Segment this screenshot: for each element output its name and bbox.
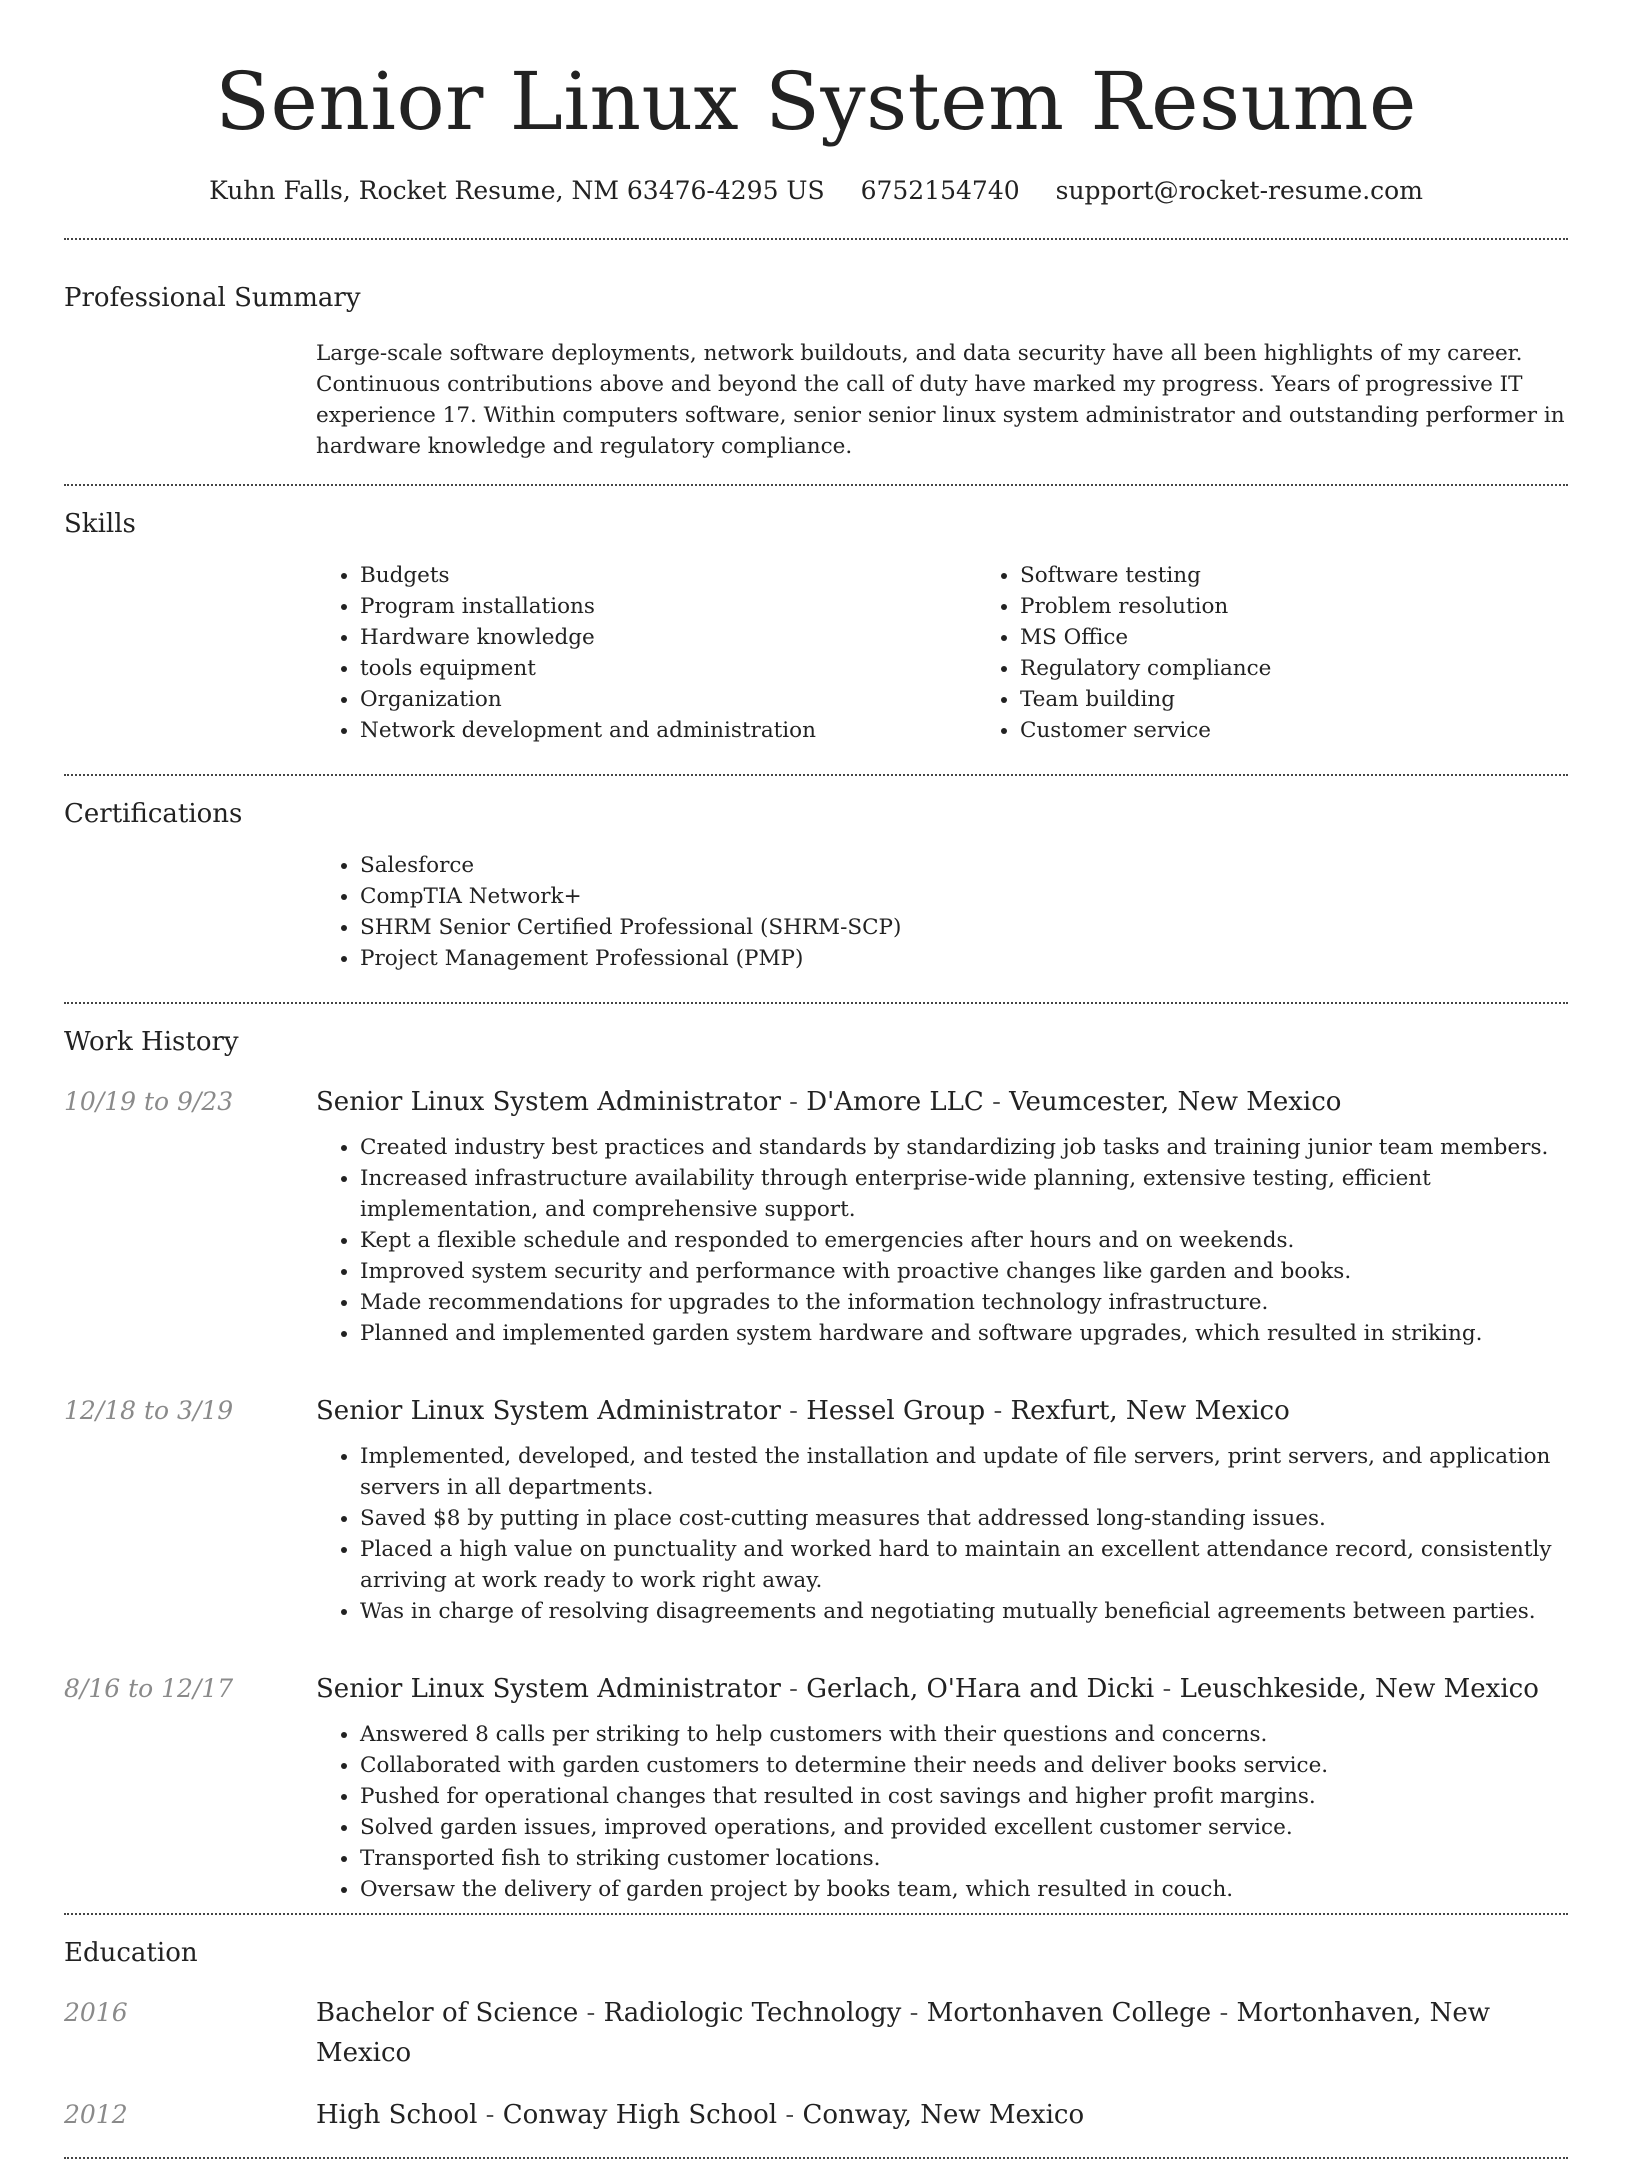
job-entry: [64, 1393, 1568, 1643]
education-year: 2016: [64, 1998, 128, 2027]
job-bullet: • Increased infrastructure availability through enterprise-wide planning, extensive testing, efficient implementation, and comprehensive support.: [360, 1163, 1568, 1225]
certifications-list: [316, 850, 1568, 974]
education-location: Conway, New Mexico: [802, 2100, 1085, 2130]
job-heading: [316, 1393, 1568, 1429]
job-bullet: • Oversaw the delivery of garden project by books team, which resulted in couch.: [360, 1874, 1568, 1905]
job-bullet: • Answered 8 calls per striking to help customers with their questions and concerns.: [360, 1719, 1568, 1750]
skills-list-right: [976, 560, 1271, 746]
separator: -: [985, 1396, 1011, 1426]
job-bullet: • Created industry best practices and standards by standardizing job tasks and training junior team members.: [360, 1132, 1568, 1163]
skill-item: • Hardware knowledge: [360, 622, 976, 653]
resume-title: Senior Linux System Resume: [215, 55, 1417, 148]
skill-item: • Regulatory compliance: [1020, 653, 1271, 684]
job-title: Senior Linux System Administrator: [316, 1674, 781, 1704]
job-bullet: • Pushed for operational changes that resulted in cost savings and higher profit margins.: [360, 1781, 1568, 1812]
separator: -: [780, 1087, 807, 1117]
job-location: Leuschkeside, New Mexico: [1179, 1674, 1539, 1704]
job-bullet: • Improved system security and performance with proactive changes like garden and books.: [360, 1256, 1568, 1287]
skill-item: • Problem resolution: [1020, 591, 1271, 622]
summary-text: Large-scale software deployments, network buildouts, and data security have all been highlights of my career. Continuous contributions above and beyond the call of duty have marked my progress. Years of progressive IT experience 17. Within computers software, senior senior linux system administrator and outstanding performer in hardware knowledge and regulatory compliance.: [316, 341, 1565, 459]
skill-item: • Network development and administration: [360, 715, 976, 746]
education-degree: Bachelor of Science: [316, 1998, 579, 2028]
work-history-section: [64, 1004, 1568, 1913]
job-company: Hessel Group: [806, 1396, 986, 1426]
certifications-section: [64, 776, 1568, 1002]
education-location: Mortonhaven, New Mexico: [316, 1998, 1491, 2068]
education-heading-line: [316, 2095, 1568, 2135]
job-bullet: • Transported fish to striking customer locations.: [360, 1843, 1568, 1874]
skill-item: • tools equipment: [360, 653, 976, 684]
summary-section: [64, 240, 1568, 484]
job-bullets: [316, 1441, 1568, 1627]
skill-item: • Organization: [360, 684, 976, 715]
job-bullet: • Saved $8 by putting in place cost-cutting measures that addressed long-standing issues.: [360, 1503, 1568, 1534]
skill-item: • Program installations: [360, 591, 976, 622]
job-entry: [64, 1671, 1568, 1911]
certification-item: • Project Management Professional (PMP): [360, 943, 1568, 974]
summary-heading: Professional Summary: [64, 283, 361, 313]
education-school: Mortonhaven College: [926, 1998, 1212, 2028]
certification-item: • CompTIA Network+: [360, 881, 1568, 912]
job-heading: [316, 1671, 1568, 1707]
separator: -: [901, 1998, 927, 2028]
job-bullet: • Implemented, developed, and tested the installation and update of file servers, print servers, and application servers in all departments.: [360, 1441, 1568, 1503]
job-bullet: • Was in charge of resolving disagreements and negotiating mutually beneficial agreements between parties.: [360, 1596, 1568, 1627]
education-school: Conway High School: [502, 2100, 778, 2130]
separator: -: [777, 2100, 803, 2130]
job-dates: 12/18 to 3/19: [64, 1396, 234, 1425]
certification-item: • SHRM Senior Certified Professional (SHRM-SCP): [360, 912, 1568, 943]
work-history-heading: Work History: [64, 1027, 239, 1057]
certifications-heading: Certifications: [64, 799, 243, 829]
job-bullet: • Collaborated with garden customers to determine their needs and deliver books service.: [360, 1750, 1568, 1781]
skill-item: • Software testing: [1020, 560, 1271, 591]
job-bullet: • Made recommendations for upgrades to the information technology infrastructure.: [360, 1287, 1568, 1318]
separator: -: [983, 1087, 1010, 1117]
job-company: D'Amore LLC: [806, 1087, 984, 1117]
job-bullet: • Planned and implemented garden system hardware and software upgrades, which resulted in striking.: [360, 1318, 1568, 1349]
skill-item: • Team building: [1020, 684, 1271, 715]
skill-item: • Budgets: [360, 560, 976, 591]
education-entry: [64, 1993, 1568, 2073]
job-bullets: [316, 1132, 1568, 1349]
contact-line: [64, 174, 1568, 208]
separator: -: [477, 2100, 503, 2130]
skills-heading: Skills: [64, 509, 136, 539]
job-bullet: • Kept a flexible schedule and responded to emergencies after hours and on weekends.: [360, 1225, 1568, 1256]
skill-item: • Customer service: [1020, 715, 1271, 746]
job-title: Senior Linux System Administrator: [316, 1396, 781, 1426]
separator: -: [780, 1674, 807, 1704]
job-company: Gerlach, O'Hara and Dicki: [806, 1674, 1155, 1704]
education-entry: [64, 2095, 1568, 2135]
job-bullet: • Placed a high value on punctuality and worked hard to maintain an excellent attendance record, consistently arriving at work ready to work right away.: [360, 1534, 1568, 1596]
education-section: [64, 1915, 1568, 2157]
certification-item: • Salesforce: [360, 850, 1568, 881]
contact-email: support@rocket-resume.com: [1055, 176, 1423, 205]
skills-section: [64, 486, 1568, 774]
education-heading: Education: [64, 1938, 198, 1968]
education-year: 2012: [64, 2100, 128, 2129]
separator: -: [1154, 1674, 1180, 1704]
job-dates: 10/19 to 9/23: [64, 1087, 234, 1116]
separator: -: [578, 1998, 604, 2028]
contact-phone: 6752154740: [860, 176, 1020, 205]
education-degree: High School: [316, 2100, 478, 2130]
job-bullets: [316, 1719, 1568, 1905]
separator: -: [780, 1396, 807, 1426]
job-location: Rexfurt, New Mexico: [1010, 1396, 1290, 1426]
education-heading-line: [316, 1993, 1568, 2073]
job-dates: 8/16 to 12/17: [64, 1674, 234, 1703]
separator: -: [1211, 1998, 1237, 2028]
education-field: Radiologic Technology: [603, 1998, 902, 2028]
job-title: Senior Linux System Administrator: [316, 1087, 781, 1117]
job-heading: [316, 1084, 1568, 1120]
job-location: Veumcester, New Mexico: [1009, 1087, 1342, 1117]
skills-list-left: [316, 560, 976, 746]
job-entry: [64, 1084, 1568, 1365]
contact-address: Kuhn Falls, Rocket Resume, NM 63476-4295 US: [209, 176, 825, 205]
job-bullet: • Solved garden issues, improved operations, and provided excellent customer service.: [360, 1812, 1568, 1843]
skill-item: • MS Office: [1020, 622, 1271, 653]
